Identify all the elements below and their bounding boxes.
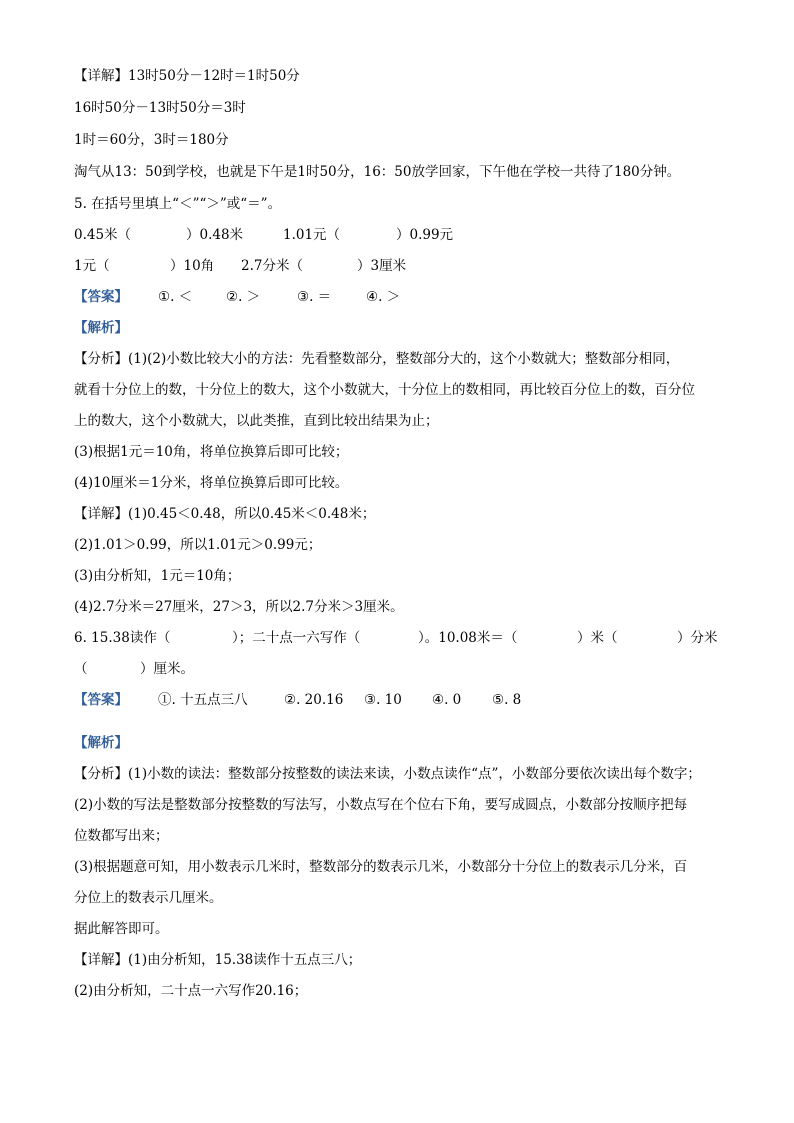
analysis-label: 【解析】 bbox=[74, 735, 128, 751]
answer-item: ②. 20.16 bbox=[284, 692, 344, 708]
analysis-line: 位数都写出来； bbox=[74, 828, 169, 844]
question-6-part: ）。10.08米＝（ bbox=[418, 630, 518, 646]
q5-item-4-right: ）3厘米 bbox=[357, 258, 407, 274]
detail-line: (3)由分析知，1元＝10角； bbox=[74, 568, 241, 584]
analysis-line: 就看十分位上的数，十分位上的数大，这个小数就大，十分位上的数相同，再比较百分位上的数，百分位 bbox=[74, 382, 695, 398]
q5-item-2-left: 1.01元（ bbox=[283, 227, 341, 243]
answer-item: ④. 0 bbox=[432, 692, 462, 708]
detail-line: (2)1.01＞0.99，所以1.01元＞0.99元； bbox=[74, 537, 322, 553]
answer-item: ③. ＝ bbox=[297, 289, 332, 305]
detail-line: 16时50分－13时50分＝3时 bbox=[74, 100, 246, 116]
detail-line: 1时＝60分，3时＝180分 bbox=[74, 132, 229, 148]
answer-label: 【答案】 bbox=[74, 289, 128, 305]
analysis-line: 分位上的数表示几厘米。 bbox=[74, 890, 223, 906]
detail-line: (4)2.7分米＝27厘米，27＞3，所以2.7分米＞3厘米。 bbox=[74, 599, 404, 615]
detail-line: 【详解】13时50分－12时＝1时50分 bbox=[74, 68, 300, 84]
detail-line: 【详解】(1)由分析知，15.38读作十五点三八； bbox=[74, 952, 362, 968]
question-6-part: ）；二十点一六写作（ bbox=[232, 630, 361, 646]
analysis-label: 【解析】 bbox=[74, 320, 128, 336]
analysis-line: (3)根据题意可知，用小数表示几米时，整数部分的数表示几米，小数部分十分位上的数表示几分米，百 bbox=[74, 859, 688, 875]
analysis-line: (3)根据1元＝10角，将单位换算后即可比较； bbox=[74, 444, 349, 460]
answer-item: ①. 十五点三八 bbox=[158, 692, 248, 708]
q5-item-4-left: 2.7分米（ bbox=[241, 258, 303, 274]
analysis-line: 【分析】(1)(2)小数比较大小的方法：先看整数部分，整数部分大的，这个小数就大；整数部分相同， bbox=[74, 351, 680, 367]
analysis-line: 【分析】(1)小数的读法：整数部分按整数的读法来读，小数点读作“点”，小数部分要依次读出每个数字； bbox=[74, 766, 701, 782]
question-5-title: 5. 在括号里填上“＜”“＞”或“＝”。 bbox=[74, 196, 282, 212]
analysis-line: 上的数大，这个小数就大，以此类推，直到比较出结果为止； bbox=[74, 413, 439, 429]
detail-line: (2)由分析知，二十点一六写作20.16； bbox=[74, 983, 308, 999]
answer-item: ③. 10 bbox=[364, 692, 402, 708]
question-6-part: ）厘米。 bbox=[140, 661, 194, 677]
q5-item-1-right: ）0.48米 bbox=[186, 227, 244, 243]
analysis-line: 据此解答即可。 bbox=[74, 921, 169, 937]
q5-item-1-left: 0.45米（ bbox=[74, 227, 132, 243]
q5-item-3-right: ）10角 bbox=[170, 258, 215, 274]
question-6-part: 6. 15.38读作（ bbox=[74, 630, 171, 646]
question-6-part: ）分米 bbox=[677, 630, 718, 646]
answer-item: ②. ＞ bbox=[226, 289, 261, 305]
answer-label: 【答案】 bbox=[74, 692, 128, 708]
question-6-part: （ bbox=[74, 661, 88, 677]
answer-item: ⑤. 8 bbox=[492, 692, 522, 708]
analysis-line: (2)小数的写法是整数部分按整数的写法写，小数点写在个位右下角，要写成圆点，小数部分按顺序把每 bbox=[74, 797, 688, 813]
detail-line: 【详解】(1)0.45＜0.48，所以0.45米＜0.48米； bbox=[74, 506, 376, 522]
answer-item: ①. ＜ bbox=[158, 289, 193, 305]
detail-line: 淘气从13：50到学校，也就是下午是1时50分，16：50放学回家，下午他在学校一共待了180分钟。 bbox=[74, 164, 681, 180]
q5-item-3-left: 1元（ bbox=[74, 258, 110, 274]
question-6-part: ）米（ bbox=[577, 630, 618, 646]
answer-item: ④. ＞ bbox=[366, 289, 401, 305]
analysis-line: (4)10厘米＝1分米，将单位换算后即可比较。 bbox=[74, 475, 349, 491]
q5-item-2-right: ）0.99元 bbox=[396, 227, 454, 243]
